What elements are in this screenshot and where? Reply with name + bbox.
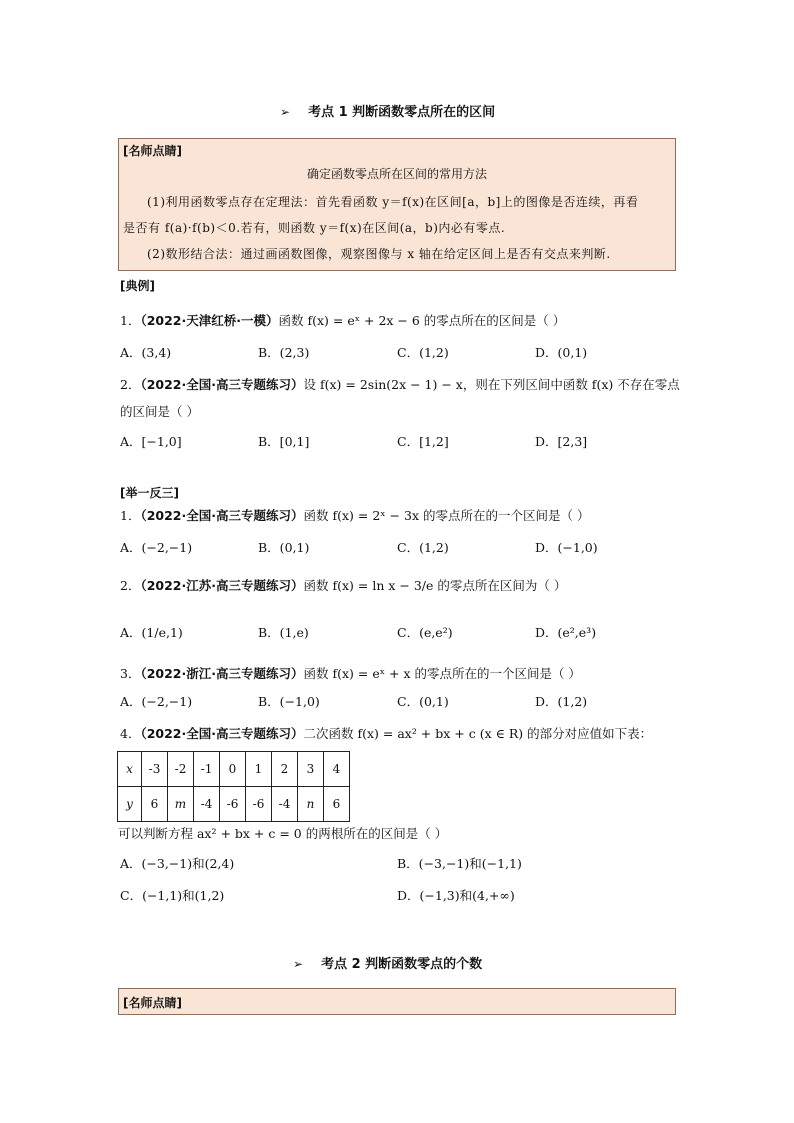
tips-box	[118, 138, 676, 271]
question-source: （2022·浙江·高三专题练习）	[140, 666, 304, 681]
option-a: A．(−3,−1)和(2,4)	[120, 856, 235, 871]
practice-question-3	[120, 664, 581, 682]
question-number: 2．	[120, 578, 141, 593]
option-d: D．[2,3]	[535, 434, 588, 449]
examples-label: [典例]	[120, 279, 155, 293]
option-c: C．(1,2)	[397, 345, 449, 360]
table-cell: -1	[194, 752, 220, 787]
value-table	[117, 751, 350, 822]
tips-line-3: (2)数形结合法：通过画函数图像，观察图像与 x 轴在给定区间上是否有交点来判断.	[147, 247, 611, 261]
question-text: 函数 f(x) = 2ˣ − 3x 的零点所在的一个区间是（ ）	[303, 508, 590, 523]
table-cell: y	[118, 787, 142, 822]
table-row-y	[118, 787, 350, 822]
option-a: A．(−2,−1)	[120, 694, 193, 709]
question-number: 1．	[120, 508, 141, 523]
option-b: B．(0,1)	[258, 540, 310, 555]
question-source: （2022·全国·高三专题练习）	[140, 377, 304, 392]
table-cell: -6	[220, 787, 246, 822]
table-cell: x	[118, 752, 142, 787]
section-heading-2	[293, 953, 482, 972]
tips-label: [名师点睛]	[123, 144, 182, 158]
section-title: 考点 1 判断函数零点所在的区间	[308, 105, 496, 120]
option-b: B．(−3,−1)和(−1,1)	[397, 856, 522, 871]
table-cell: -6	[246, 787, 272, 822]
tips-title: 确定函数零点所在区间的常用方法	[306, 167, 487, 181]
question-number: 4．	[120, 726, 141, 741]
table-cell: 3	[298, 752, 324, 787]
option-c: C．(e,e²)	[397, 625, 453, 640]
question-number: 2．	[120, 377, 141, 392]
option-c: C．(−1,1)和(1,2)	[120, 888, 225, 903]
option-d: D．(0,1)	[535, 345, 588, 360]
table-cell: m	[168, 787, 194, 822]
tips-line-1: (1)利用函数零点存在定理法：首先看函数 y＝f(x)在区间[a，b]上的图像是否连续，再看	[147, 195, 639, 209]
practice-question-4	[120, 724, 652, 742]
question-source: （2022·天津红桥·一模）	[140, 313, 279, 328]
option-a: A．(−2,−1)	[120, 540, 193, 555]
question-number: 1．	[120, 313, 141, 328]
table-cell: 6	[324, 787, 350, 822]
table-cell: 2	[272, 752, 298, 787]
question-text: 设 f(x) = 2sin(2x − 1) − x，则在下列区间中函数 f(x) 不存在零点	[303, 377, 680, 392]
question-number: 3．	[120, 666, 141, 681]
practice-question-1	[120, 506, 589, 524]
question-source: （2022·全国·高三专题练习）	[140, 726, 304, 741]
arrow-icon: ➢	[293, 957, 304, 971]
question-source: （2022·全国·高三专题练习）	[140, 508, 304, 523]
question-text: 函数 f(x) = eˣ + x 的零点所在的一个区间是（ ）	[303, 666, 581, 681]
table-cell: -2	[168, 752, 194, 787]
option-a: A．(1/e,1)	[120, 625, 183, 640]
question-text: 函数 f(x) = ln x − 3/e 的零点所在区间为（ ）	[303, 578, 567, 593]
table-cell: 1	[246, 752, 272, 787]
option-a: A．[−1,0]	[120, 434, 182, 449]
example-question-1	[120, 311, 565, 329]
table-cell: n	[298, 787, 324, 822]
option-d: D．(−1,3)和(4,+∞)	[397, 888, 515, 903]
practice-question-2	[120, 576, 566, 594]
option-b: B．(−1,0)	[258, 694, 320, 709]
section-heading-1	[280, 101, 495, 120]
table-cell: 6	[142, 787, 168, 822]
question-text: 二次函数 f(x) = ax² + bx + c (x ∈ R) 的部分对应值如下表：	[303, 726, 653, 741]
example-question-2	[120, 375, 680, 393]
option-b: B．(2,3)	[258, 345, 310, 360]
option-d: D．(−1,0)	[535, 540, 598, 555]
option-c: C．[1,2]	[397, 434, 449, 449]
option-d: D．(e²,e³)	[535, 625, 597, 640]
option-b: B．(1,e)	[258, 625, 309, 640]
option-a: A．(3,4)	[120, 345, 172, 360]
arrow-icon: ➢	[280, 105, 291, 119]
option-b: B．[0,1]	[258, 434, 310, 449]
table-cell: -3	[142, 752, 168, 787]
practice-label: [举一反三]	[120, 486, 179, 500]
table-cell: -4	[194, 787, 220, 822]
tips-box-2	[118, 988, 676, 1015]
table-cell: -4	[272, 787, 298, 822]
option-c: C．(1,2)	[397, 540, 449, 555]
table-cell: 4	[324, 752, 350, 787]
table-row-x	[118, 752, 350, 787]
question-source: （2022·江苏·高三专题练习）	[140, 578, 304, 593]
option-d: D．(1,2)	[535, 694, 588, 709]
table-cell: 0	[220, 752, 246, 787]
option-c: C．(0,1)	[397, 694, 449, 709]
question-text-continued: 可以判断方程 ax² + bx + c = 0 的两根所在的区间是（ ）	[118, 826, 448, 841]
question-text: 函数 f(x) = eˣ + 2x − 6 的零点所在的区间是（ ）	[278, 313, 566, 328]
question-text-continued: 的区间是（ ）	[120, 404, 199, 419]
section-title: 考点 2 判断函数零点的个数	[321, 957, 483, 972]
tips-line-2: 是否有 f(a)·f(b)＜0.若有，则函数 y＝f(x)在区间(a，b)内必有零点.	[123, 221, 506, 235]
tips-label: [名师点睛]	[123, 996, 182, 1010]
